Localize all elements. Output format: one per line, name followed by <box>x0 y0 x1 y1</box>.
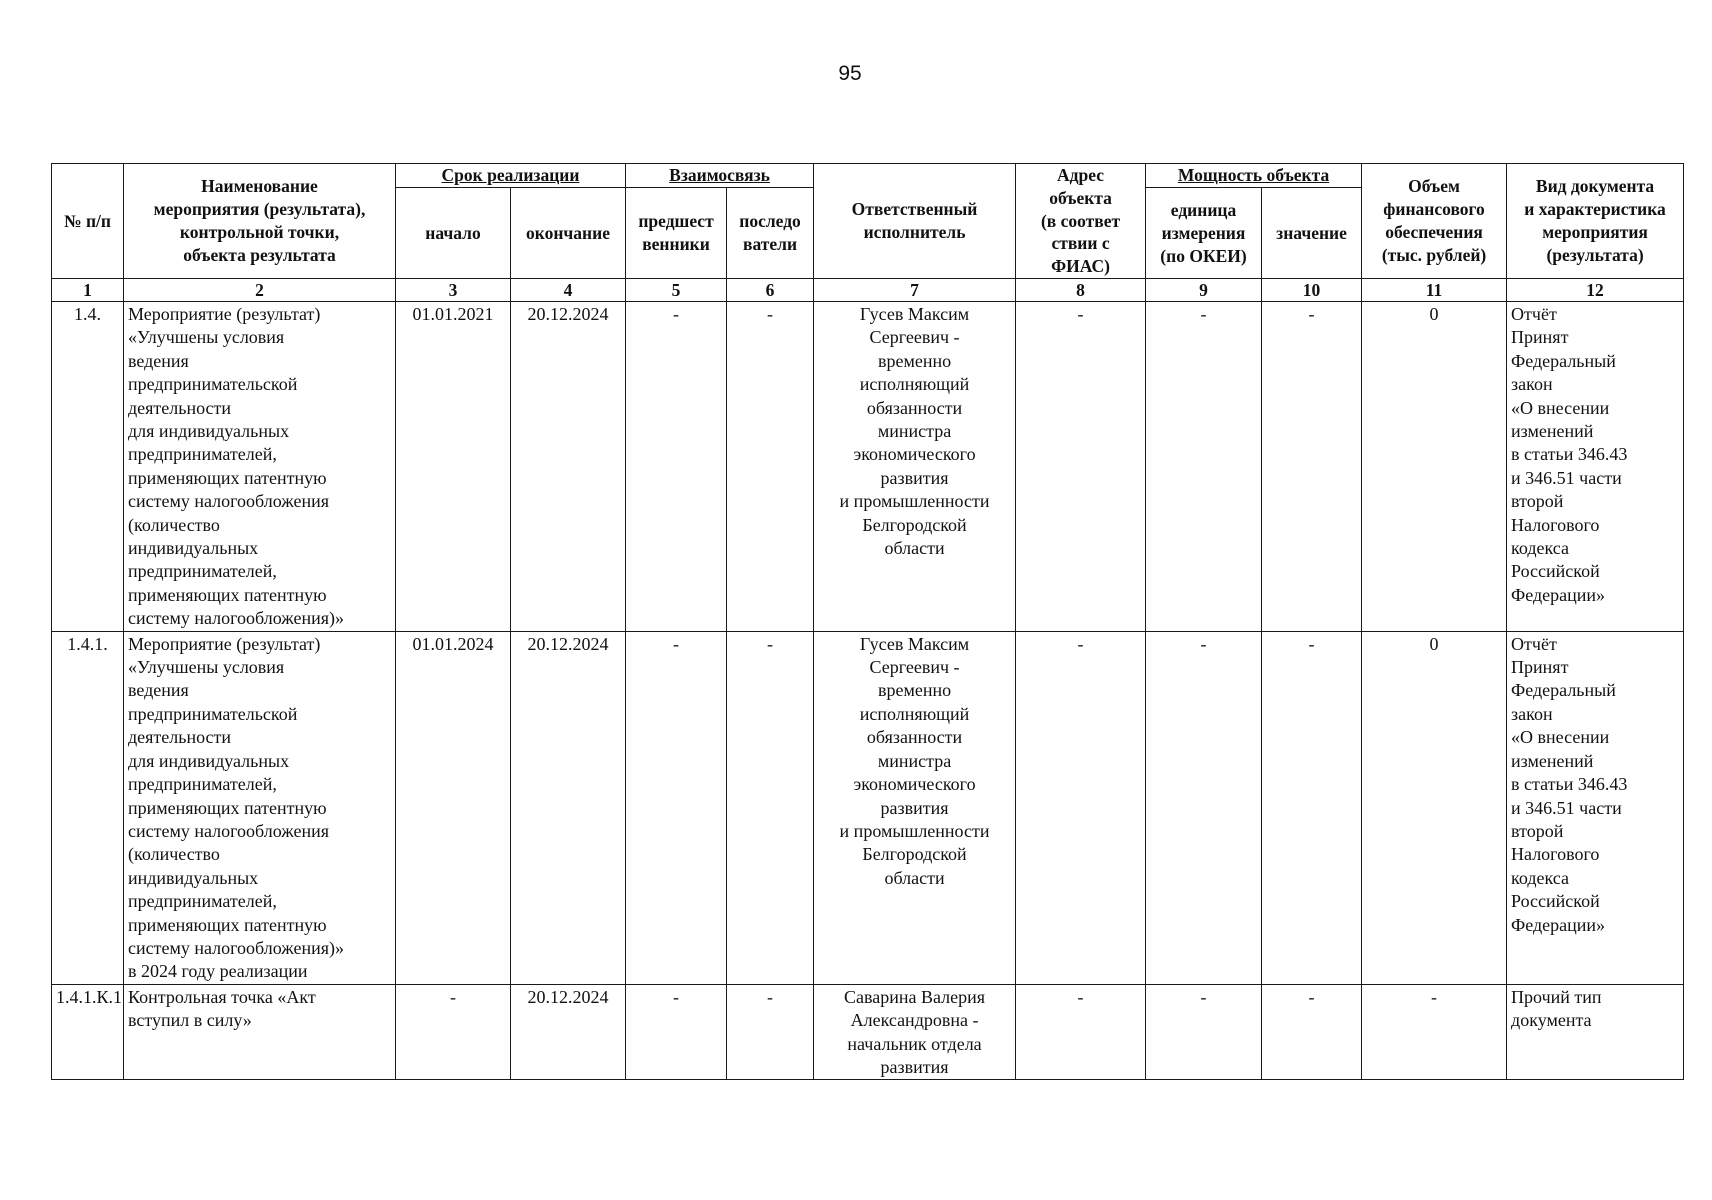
header-row-primary <box>52 164 1684 188</box>
row-name: Контрольная точка «Акт вступил в силу» <box>124 984 396 1080</box>
header-responsible: Ответственный исполнитель <box>814 164 1016 279</box>
row-address: - <box>1016 631 1146 984</box>
header-capacity-unit: единица измерения (по ОКЕИ) <box>1146 188 1262 279</box>
row-address: - <box>1016 301 1146 631</box>
table-row <box>52 631 1684 984</box>
header-address: Адрес объекта (в соответ ствии с ФИАС) <box>1016 164 1146 279</box>
header-finance: Объем финансового обеспечения (тыс. рублей) <box>1362 164 1507 279</box>
table-row <box>52 301 1684 631</box>
row-start-date: - <box>396 984 511 1080</box>
row-num: 1.4.1.К.1 <box>52 984 124 1080</box>
column-number: 11 <box>1362 278 1507 301</box>
header-num: № п/п <box>52 164 124 279</box>
column-number: 9 <box>1146 278 1262 301</box>
row-doc-type: Прочий тип документа <box>1507 984 1684 1080</box>
row-finance: - <box>1362 984 1507 1080</box>
row-capacity-unit: - <box>1146 301 1262 631</box>
header-link-group: Взаимосвязь <box>626 164 814 188</box>
column-number: 6 <box>727 278 814 301</box>
row-capacity-value: - <box>1262 301 1362 631</box>
column-number: 10 <box>1262 278 1362 301</box>
row-responsible: Гусев Максим Сергеевич - временно исполняющий обязанности министра экономического развития и промышленности Белгородской области <box>814 631 1016 984</box>
row-start-date: 01.01.2024 <box>396 631 511 984</box>
row-successors: - <box>727 301 814 631</box>
row-capacity-value: - <box>1262 631 1362 984</box>
row-capacity-value: - <box>1262 984 1362 1080</box>
row-name: Мероприятие (результат) «Улучшены условия ведения предпринимательской деятельности для индивидуальных предпринимателей, применяющих патентную систему налогообложения (количество индивидуальных предпринимателей, применяющих патентную систему налогообложения)» <box>124 301 396 631</box>
row-end-date: 20.12.2024 <box>511 631 626 984</box>
row-predecessors: - <box>626 984 727 1080</box>
header-capacity-value: значение <box>1262 188 1362 279</box>
column-number: 4 <box>511 278 626 301</box>
row-predecessors: - <box>626 301 727 631</box>
row-finance: 0 <box>1362 631 1507 984</box>
row-responsible: Саварина Валерия Александровна - начальник отдела развития <box>814 984 1016 1080</box>
header-term-group: Срок реализации <box>396 164 626 188</box>
column-number: 5 <box>626 278 727 301</box>
column-number: 3 <box>396 278 511 301</box>
column-number: 2 <box>124 278 396 301</box>
row-predecessors: - <box>626 631 727 984</box>
header-doc-type: Вид документа и характеристика мероприятия (результата) <box>1507 164 1684 279</box>
column-number: 7 <box>814 278 1016 301</box>
row-capacity-unit: - <box>1146 984 1262 1080</box>
column-number: 12 <box>1507 278 1684 301</box>
header-link-next: последо ватели <box>727 188 814 279</box>
row-capacity-unit: - <box>1146 631 1262 984</box>
implementation-plan-table <box>51 163 1684 1080</box>
row-end-date: 20.12.2024 <box>511 984 626 1080</box>
row-doc-type: Отчёт Принят Федеральный закон «О внесении изменений в статьи 346.43 и 346.51 части второй Налогового кодекса Российской Федерации» <box>1507 631 1684 984</box>
row-num: 1.4. <box>52 301 124 631</box>
header-term-end: окончание <box>511 188 626 279</box>
row-successors: - <box>727 631 814 984</box>
header-name: Наименование мероприятия (результата), контрольной точки, объекта результата <box>124 164 396 279</box>
row-responsible: Гусев Максим Сергеевич - временно исполняющий обязанности министра экономического развития и промышленности Белгородской области <box>814 301 1016 631</box>
row-name: Мероприятие (результат) «Улучшены условия ведения предпринимательской деятельности для индивидуальных предпринимателей, применяющих патентную систему налогообложения (количество индивидуальных предпринимателей, применяющих патентную систему налогообложения)» в 2024 году реализации <box>124 631 396 984</box>
column-number: 1 <box>52 278 124 301</box>
column-number: 8 <box>1016 278 1146 301</box>
header-term-start: начало <box>396 188 511 279</box>
row-end-date: 20.12.2024 <box>511 301 626 631</box>
column-number-row <box>52 278 1684 301</box>
row-doc-type: Отчёт Принят Федеральный закон «О внесении изменений в статьи 346.43 и 346.51 части второй Налогового кодекса Российской Федерации» <box>1507 301 1684 631</box>
row-num: 1.4.1. <box>52 631 124 984</box>
header-link-prev: предшест венники <box>626 188 727 279</box>
row-address: - <box>1016 984 1146 1080</box>
header-capacity-group: Мощность объекта <box>1146 164 1362 188</box>
page-number: 95 <box>838 62 862 85</box>
row-successors: - <box>727 984 814 1080</box>
table-row <box>52 984 1684 1080</box>
row-finance: 0 <box>1362 301 1507 631</box>
row-start-date: 01.01.2021 <box>396 301 511 631</box>
